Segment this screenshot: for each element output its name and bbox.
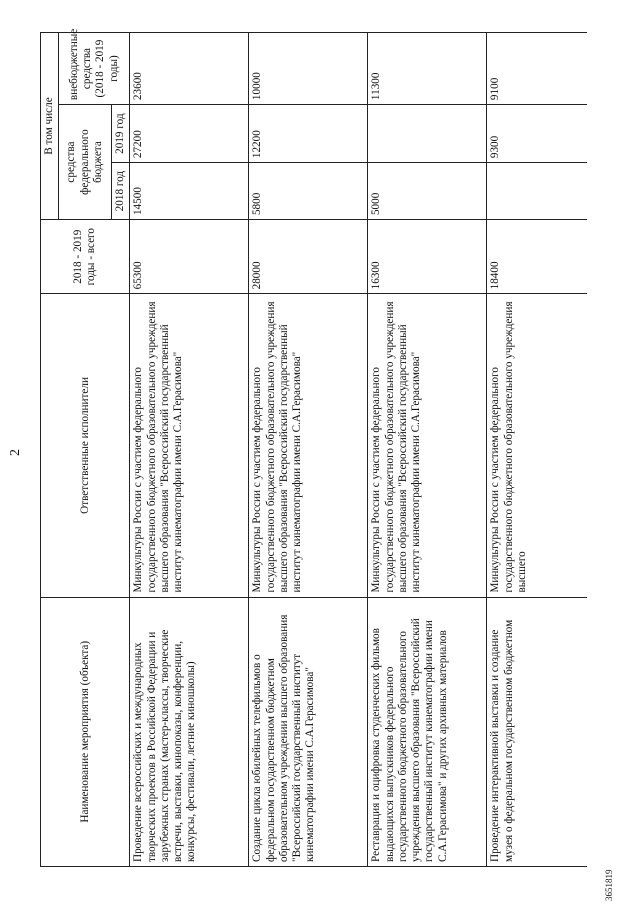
budget-table (40, 28, 587, 867)
row-extra: 11300 (368, 33, 487, 105)
document-code: 3651819 (604, 869, 614, 901)
row-2019: 27200 (130, 105, 249, 163)
table-row (487, 33, 588, 867)
row-2019: 9300 (487, 105, 588, 163)
row-2018: 14500 (130, 163, 249, 220)
header-name: Наименование мероприятия (объекта) (41, 597, 130, 866)
row-extra: 10000 (249, 33, 368, 105)
header-row-1 (41, 33, 59, 867)
row-total: 18400 (487, 220, 588, 294)
row-executor: Минкультуры России с участием федерального государственного бюджетного образовательного учреждения высшего образования "Всероссийский государственный институт кинематографии имени С.А.Герасимова" (368, 294, 487, 597)
header-year-2018: 2018 год (112, 163, 130, 220)
header-year-2019: 2019 год (112, 105, 130, 163)
row-total: 65300 (130, 220, 249, 294)
page-number: 2 (8, 449, 23, 456)
row-name: Реставрация и оцифровка студенческих фильмов выдающихся выпускников федерального государственного бюджетного образовательного учреждения высшего образования "Всероссийский государственный институт кинематографии имени С.А.Герасимова" и других архивных материалов (368, 597, 487, 866)
header-executors: Ответственные исполнители (41, 294, 130, 597)
row-name: Проведение интерактивной выставки и создание музея о федеральном государственном бюджетном (487, 597, 588, 866)
row-2019: 12200 (249, 105, 368, 163)
row-2019 (368, 105, 487, 163)
row-executor: Минкультуры России с участием федерального государственного бюджетного образовательного учреждения высшего (487, 294, 588, 597)
row-total: 16300 (368, 220, 487, 294)
header-federal-budget: средства федерального бюджета (59, 105, 112, 220)
header-including: В том числе (41, 33, 59, 220)
row-extra: 23600 (130, 33, 249, 105)
row-name: Создание цикла юбилейных телефильмов о федеральном государственном бюджетном образовательном учреждении высшего образования "Всероссийский государственный институт кинематографии имени С.А.Герасимова" (249, 597, 368, 866)
header-extrabudget: внебюджетные средства (2018 - 2019 годы) (59, 33, 130, 105)
table-row (368, 33, 487, 867)
table-row (130, 33, 249, 867)
row-extra: 9100 (487, 33, 588, 105)
header-total: 2018 - 2019 годы - всего (41, 220, 130, 294)
table-row (249, 33, 368, 867)
row-2018: 5800 (249, 163, 368, 220)
row-executor: Минкультуры России с участием федерального государственного бюджетного образовательного учреждения высшего образования "Всероссийский государственный институт кинематографии имени С.А.Герасимова" (249, 294, 368, 597)
row-2018 (487, 163, 588, 220)
row-2018: 5000 (368, 163, 487, 220)
row-executor: Минкультуры России с участием федерального государственного бюджетного образовательного учреждения высшего образования "Всероссийский государственный институт кинематографии имени С.А.Герасимова" (130, 294, 249, 597)
row-name: Проведение всероссийских и международных творческих проектов в Российской Федерации и зарубежных странах (мастер-классы, творческие встречи, выставки, кинопоказы, конференции, конкурсы, фестивали, летние киношколы) (130, 597, 249, 866)
row-total: 28000 (249, 220, 368, 294)
